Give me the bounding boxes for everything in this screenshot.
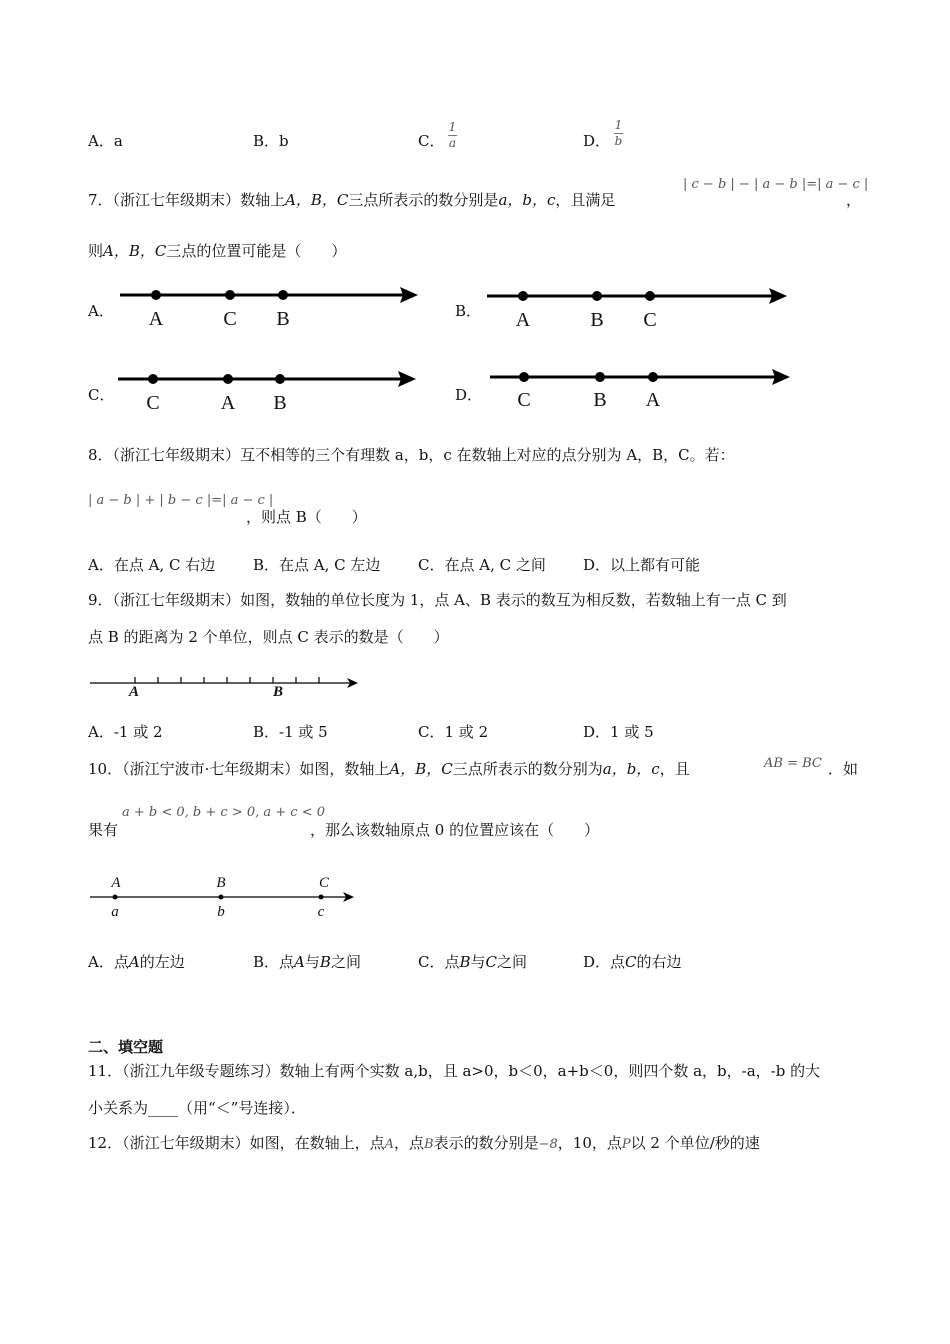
q10-formula-conditions: a + b < 0, b + c > 0, a + c < 0 — [122, 805, 325, 820]
q7-option-d-axis — [488, 364, 798, 414]
q7-formula: | c − b | − | a − b |=| a − c | — [683, 177, 869, 192]
q10-stem-line1: 10．（浙江宁波市·七年级期末）如图，数轴上A，B，C三点所表示的数分别为a，b，c，且 — [88, 760, 690, 778]
q7-d-point-2: B — [593, 389, 607, 411]
q8-option-a: A．在点 A, C 右边 — [88, 556, 216, 574]
q11-stem2: 小关系为____（用“＜”号连接）． — [88, 1099, 306, 1117]
q9-option-b: B．-1 或 5 — [253, 723, 328, 741]
q8-option-c: C．在点 A, C 之间 — [418, 556, 546, 574]
q10-stem-line2-a: 果有 — [88, 821, 119, 839]
q10-value-c: c — [317, 904, 325, 920]
q7-b-point-2: B — [590, 309, 604, 331]
q10-option-a: A．点A的左边 — [88, 953, 185, 971]
q9-option-d: D．1 或 5 — [583, 723, 654, 741]
q8-option-d: D．以上都有可能 — [583, 556, 701, 574]
q6-option-c-letter: C． — [418, 132, 445, 150]
q10-formula-ab-bc: AB = BC — [764, 756, 822, 771]
q7-option-b-axis — [485, 283, 795, 333]
q7-d-point-1: C — [517, 389, 531, 411]
q8-formula: | a − b | + | b − c |=| a − c | — [88, 493, 274, 508]
q10-stem-cont: ．如 — [828, 760, 859, 778]
q9-option-a: A．-1 或 2 — [88, 723, 163, 741]
q6-option-b: B．b — [253, 132, 289, 150]
q7-a-point-3: B — [276, 308, 290, 330]
q7-option-a-letter: A． — [88, 302, 114, 320]
q10-option-c: C．点B与C之间 — [418, 953, 528, 971]
q8-stem: 8．（浙江七年级期末）互不相等的三个有理数 a，b，c 在数轴上对应的点分别为 A，B，C。若： — [88, 446, 735, 464]
q7-option-a-axis — [118, 282, 428, 332]
q12-stem: 12．（浙江七年级期末）如图，在数轴上，点A，点B表示的数分别是−8，10，点P以 2 个单位/秒的速 — [88, 1134, 760, 1152]
q9-option-c: C．1 或 2 — [418, 723, 489, 741]
q9-point-a: A — [128, 684, 140, 700]
q11-stem: 11．（浙江九年级专题练习）数轴上有两个实数 a,b，且 a>0，b＜0，a+b＜0，则四个数 a，b，-a，-b 的大 — [88, 1062, 821, 1080]
q6-option-d-fraction: 1 b — [614, 118, 623, 148]
section-title: 二、填空题 — [88, 1038, 164, 1056]
q10-point-c-label: C — [318, 875, 330, 891]
q10-point-a-label: A — [111, 875, 121, 891]
q8-stem2: ，则点 B（ ） — [246, 508, 367, 526]
q6-option-d-letter: D． — [583, 132, 611, 150]
q7-d-point-3: A — [645, 389, 661, 411]
q9-point-b: B — [272, 684, 284, 700]
q7-option-b-letter: B． — [455, 302, 482, 320]
q7-a-point-2: C — [223, 308, 237, 330]
q7-c-point-1: C — [146, 392, 160, 414]
q7-b-point-1: A — [515, 309, 531, 331]
q7-c-point-2: A — [220, 392, 236, 414]
q6-option-c-fraction: 1 a — [448, 120, 457, 150]
q10-point-b-label: B — [216, 875, 226, 891]
q7-stem-line2: 则A，B，C三点的位置可能是（ ） — [88, 242, 347, 260]
q7-comma: ， — [846, 191, 862, 209]
q8-option-b: B．在点 A, C 左边 — [253, 556, 381, 574]
q10-option-d: D．点C的右边 — [583, 953, 682, 971]
q7-option-c-axis — [116, 366, 426, 416]
q6-option-a: A．a — [88, 132, 123, 150]
q10-stem-line2-b: ，那么该数轴原点 0 的位置应该在（ ） — [310, 821, 600, 839]
q7-b-point-3: C — [643, 309, 657, 331]
q9-stem2: 点 B 的距离为 2 个单位，则点 C 表示的数是（ ） — [88, 628, 449, 646]
q10-option-b: B．点A与B之间 — [253, 953, 361, 971]
q10-value-a: a — [111, 904, 119, 920]
q10-number-line — [88, 870, 368, 920]
q7-a-point-1: A — [148, 308, 164, 330]
q9-stem: 9．（浙江七年级期末）如图，数轴的单位长度为 1，点 A、B 表示的数互为相反数，若数轴上有一点 C 到 — [88, 591, 787, 609]
q10-value-b: b — [217, 904, 225, 920]
q7-c-point-3: B — [273, 392, 287, 414]
q9-number-line — [88, 664, 368, 704]
q7-option-c-letter: C． — [88, 386, 115, 404]
q7-stem-line1: 7．（浙江七年级期末）数轴上A，B，C三点所表示的数分别是a，b，c，且满足 — [88, 191, 616, 209]
q7-option-d-letter: D． — [455, 386, 483, 404]
